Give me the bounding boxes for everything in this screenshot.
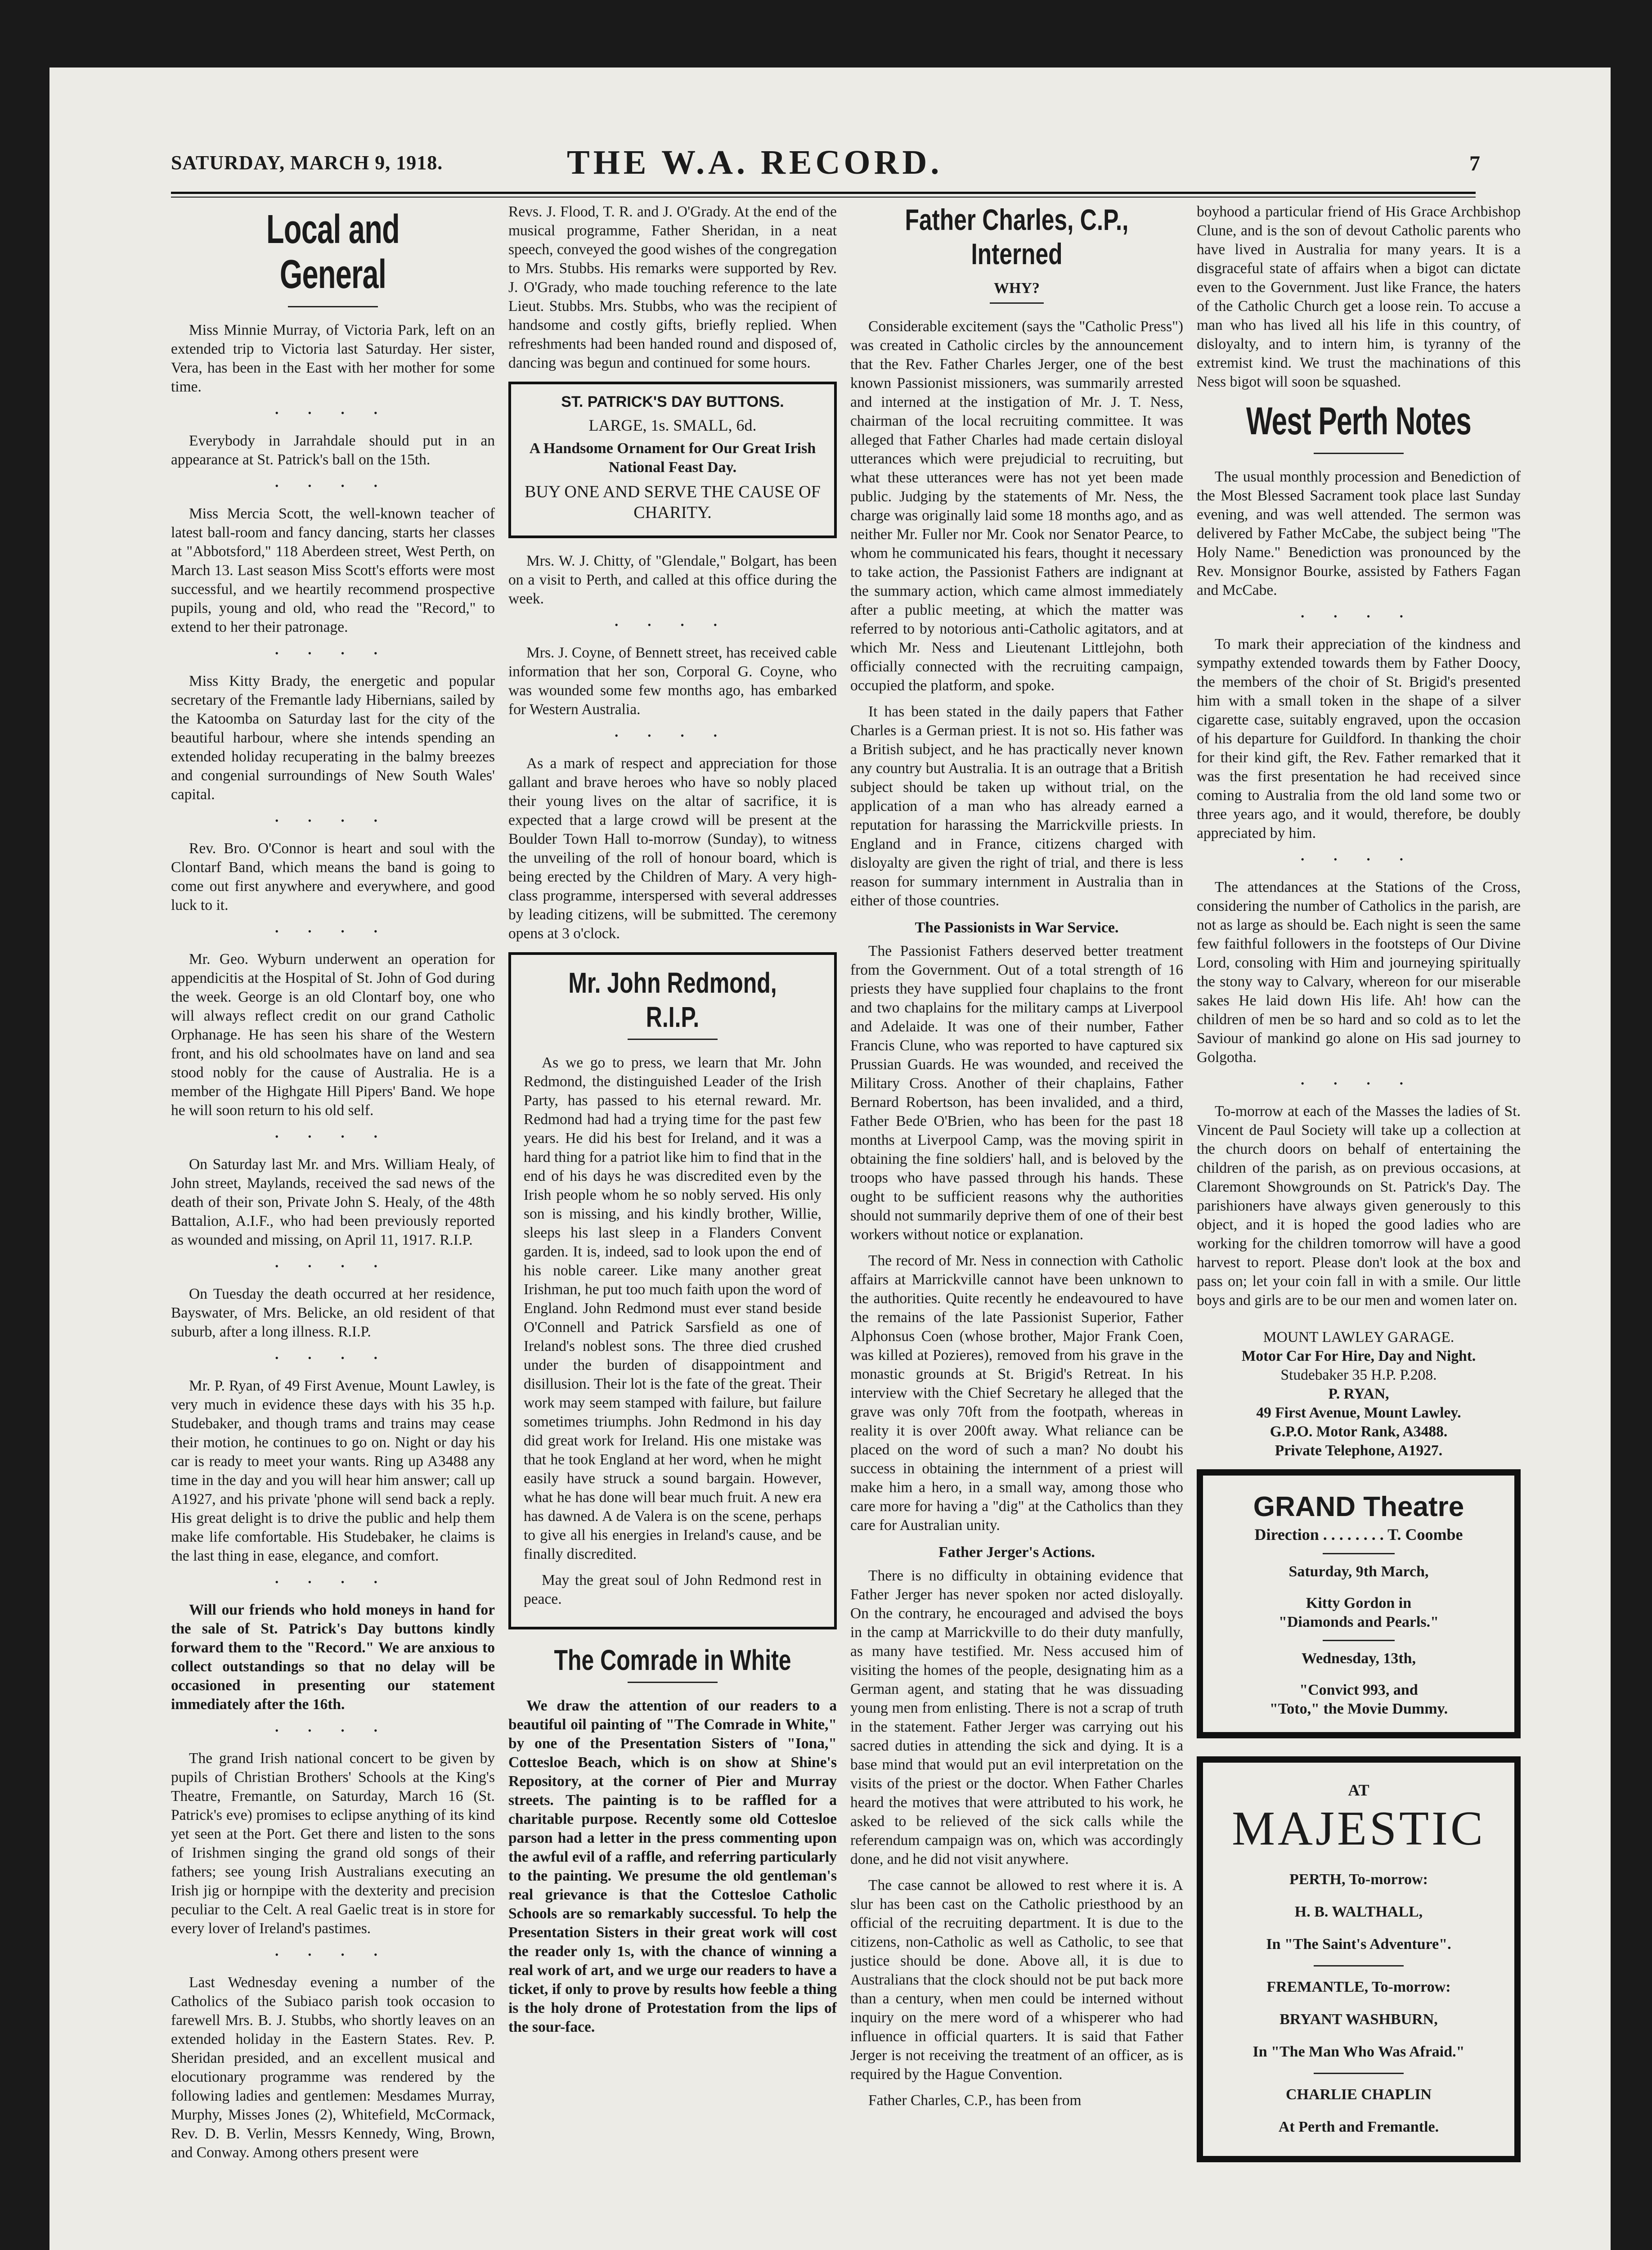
divider (628, 1039, 718, 1040)
advert-line: In "The Man Who Was Afraid." (1252, 2043, 1465, 2060)
paragraph: On Tuesday the death occurred at her residence, Bayswater, of Mrs. Belicke, an old resident of that suburb, after a long illness. R.I.P. (171, 1286, 495, 1340)
paragraph: Rev. Bro. O'Connor is heart and soul with the Clontarf Band, which means the band is going to come out first anywhere and everywhere, and good luck to it. (171, 840, 495, 914)
paragraph: Everybody in Jarrahdale should put in an appearance at St. Patrick's ball on the 15th. (171, 432, 495, 468)
paragraph: The grand Irish national concert to be given by pupils of Christian Brothers' Schools at the King's Theatre, Fremantle, on Saturday, March 16 (St. Patrick's eve) promises to eclipse anything of its kind yet seen at the Port. Get there and listen to the sons of Irishmen singing the grand old songs of their fathers; see young Irish Australians executing an Irish jig or hornpipe with the dexterity and precision peculiar to the Celt. A real Gaelic treat is in store for every lover of Ireland's pastimes. (171, 1750, 495, 1937)
divider (1314, 453, 1404, 454)
paragraph: Mrs. J. Coyne, of Bennett street, has received cable information that her son, Corporal G. Coyne, who was wounded some few months ago, has embarked for Western Australia. (508, 644, 837, 718)
advert-line: Studebaker 35 H.P. P.208. (1280, 1367, 1437, 1383)
paragraph: To mark their appreciation of the kindness and sympathy extended towards them by Father Doocy, the members of the choir of St. Brigid's presented him with a small token in the shape of a silver cigarette case, suitably engraved, upon the occasion of his departure for Guildford. In thanking the choir for their kind gift, the Rev. Father remarked that it was the first presentation he had received since coming to Australia from the old land some two or three years ago, and it would, therefore, be doubly appreciated by him. (1197, 636, 1521, 842)
paragraph: May the great soul of John Redmond rest in peace. (524, 1572, 822, 1607)
separator-dots: • • • • (275, 815, 391, 826)
advert-line: ST. PATRICK'S DAY BUTTONS. (561, 393, 784, 410)
paragraph: The attendances at the Stations of the Cross, considering the number of Catholics in the parish, are not as large as should be. Each night is seen the same few faithful followers in the footsteps of Our Divine Lord, consoling with Him and journeying spiritually the stony way to Calvary, whereon for our miserable sakes He laid down His life. Ah! how can the children of men be so hard and so cold as to let the Saviour of mankind go alone on His sad journey to Golgotha. (1197, 879, 1521, 1066)
majestic-title: MAJESTIC (1231, 1802, 1486, 1855)
advert-line: Wednesday, 13th, (1301, 1650, 1416, 1667)
heading-comrade: The Comrade in White (554, 1644, 791, 1676)
paragraph: There is no difficulty in obtaining evidence that Father Jerger has never spoken nor acted disloyally. On the contrary, he encouraged and advised the boys in the camp at Marrickville to do their duty manfully, as many have testified. Mr. Ness accused him of visiting the homes of the people, designating him as a German agent, and stating that he was dissuading young men from enlisting. There is not a scrap of truth in the statement. Father Jerger was carrying out his sacred duties in attending the sick and dying. It is a base mind that would put an evil interpretation on the visits of the priest or the doctor. When Father Charles heard the motives that were attributed to his work, he asked to be relieved of the sick calls while the referendum campaign was on, which was accordingly done, and he did not visit anywhere. (850, 1567, 1183, 1868)
separator-dots: • • • • (275, 407, 391, 418)
advert-line: PERTH, To-morrow: (1289, 1871, 1428, 1888)
separator-dots: • • • • (275, 1725, 391, 1736)
theatre-title: GRAND Theatre (1253, 1491, 1464, 1522)
paragraph: As we go to press, we learn that Mr. John Redmond, the distinguished Leader of the Irish Party, has passed to his eternal reward. Mr. Redmond had had a trying time for the past few years. He did his best for Ireland, and it was a hard thing for a patriot like him to find that in the end of his days he was discredited even by the Irish people whom he so nobly served. His only son is missing, and his kindly brother, Willie, sleeps his last sleep in a Flanders Convent garden. It is, indeed, sad to look upon the end of his noble career. Like many another great Irishman, he put too much faith upon the word of England. John Redmond must ever stand beside O'Connell and Patrick Sarsfield as one of Ireland's noblest sons. The three died crushed under the burden of disappointment and disillusion. Their lot is the fate of the great. Their work may seem stamped with failure, but failure sometimes triumphs. John Redmond in his day did great work for Ireland. His one mistake was that he took England at her word, when he might easily have struck a sound bargain. However, what he has done will bear much fruit. A new era has dawned. A de Valera is on the scene, perhaps to give all his energies in Ireland's cause, and be finally discredited. (524, 1054, 822, 1562)
paragraph: It has been stated in the daily papers that Father Charles is a German priest. It is not so. His father was a British subject, and he has practically never known any country but Australia. It is an outrage that a British subject should be taken up without trial, on the application of a man who has already earned a reputation for harassing the Marrickville priests. In England and in France, citizens charged with disloyalty are given the right of trial, and there is less reason for summary internment in Australia than in either of those countries. (850, 703, 1183, 909)
paragraph: Father Charles, C.P., has been from (868, 2092, 1082, 2109)
subheading: The Passionists in War Service. (915, 919, 1119, 936)
divider (288, 306, 378, 307)
paragraph-bold: We draw the attention of our readers to a beautiful oil painting of "The Comrade in White," by one of the Presentation Sisters of "Iona," Cottesloe Beach, which is on show at Shine's Repository, at the corner of Pier and Murray streets. The painting is to be raffled for a charitable purpose. Recently some old Cottesloe parson had a letter in the press commenting upon the awful evil of a raffle, and referring particularly to the painting. We presume the old gentleman's real grievance is that the Cottesloe Catholic Schools are so remarkably successful. To help the Presentation Sisters in their great work will cost the reader only 1s, with the chance of winning a real work of art, and we urge our readers to have a ticket, if only to prove by results how feeble a thing is the holy drone of Protestation from the lips of the sour-face. (508, 1697, 837, 2035)
paragraph: Mr. Geo. Wyburn underwent an operation for appendicitis at the Hospital of St. John of God during the week. George is an old Clontarf boy, one who will always reflect credit on our grand Catholic Orphanage. He has seen his share of the Western front, and his old schoolmates have on land and sea stood nobly for the cause of Australia. He is a member of the Highgate Hill Pipers' Band. We hope he will soon return to his old self. (171, 951, 495, 1119)
paragraph: Miss Kitty Brady, the energetic and popular secretary of the Fremantle lady Hibernians, sailed by the Katoomba on Saturday last for the city of the beautiful harbour, where she intends spending an extended holiday recuperating in the balmy breezes and congenial surroundings of New South Wales' capital. (171, 673, 495, 803)
advert-line: AT (1348, 1781, 1369, 1799)
separator-dots: • • • • (275, 480, 391, 491)
advert-line: P. RYAN, (1328, 1386, 1389, 1402)
page-number: 7 (1469, 152, 1480, 176)
paragraph: Mrs. W. J. Chitty, of "Glendale," Bolgart, has been on a visit to Perth, and called at this office during the week. (508, 553, 837, 607)
advert-line: 49 First Avenue, Mount Lawley. (1256, 1404, 1461, 1421)
divider (1323, 1553, 1395, 1554)
divider (1314, 1965, 1404, 1966)
buttons-advert (508, 382, 837, 538)
heading-local-general: Local and General (266, 207, 400, 297)
paragraph: Mr. P. Ryan, of 49 First Avenue, Mount Lawley, is very much in evidence these days with his 35 h.p. Studebaker, and though trams and trains may cease their motion, he continues to go on. Night or day his car is ready to meet your wants. Ring up A3488 any time in the day and you will hear him answer; call up A1927, and his private 'phone will send back a reply. His great delight is to drive the public and help them make life comfortable. His Studebaker, he claims is the last thing in ease, elegance, and comfort. (171, 1377, 495, 1564)
column-four (1197, 202, 1521, 2250)
paragraph: As a mark of respect and appreciation for those gallant and brave heroes who have so nobly placed their young lives on the altar of sacrifice, it is expected that a large crowd will be present at the Boulder Town Hall to-morrow (Sunday), to witness the unveiling of the roll of honour board, which is being erected by the Children of Mary. A very high-class programme, interspersed with several addresses by leading citizens, will be submitted. The ceremony opens at 3 o'clock. (508, 755, 837, 942)
advert-line: BRYANT WASHBURN, (1279, 2011, 1438, 2028)
paragraph: The record of Mr. Ness in connection with Catholic affairs at Marrickville cannot have been unknown to the authorities. Quite recently he endeavoured to have the remains of the late Passionist Superior, Father Alphonsus Coen (whose brother, Major Frank Coen, was killed at Pozieres), removed from his grave in the monastic grounds at St. Brigid's Retreat. In his interview with the Chief Secretary he alleged that the grave was only 70ft from the footpath, whereas in reality it is over 200ft away. What reliance can be placed on the word of such a man? No doubt his success in obtaining the internment of a priest will make him a hero, in a small way, among those who care more for having a "dig" at the Catholics than they care for Australian unity. (850, 1252, 1183, 1534)
masthead-rule (171, 192, 1476, 194)
newspaper-page (49, 68, 1611, 2250)
paragraph: boyhood a particular friend of His Grace Archbishop Clune, and is the son of devout Catholic parents who have lived in Australia for many years. It is a disgraceful state of affairs when a bigot can dictate even to the Government. Just like France, the haters of the Catholic Church get a loose rein. To accuse a man who has lived all his life in this country, of disloyalty, and to intern him, is tyranny of the extremist kind. We trust the machinations of this Ness bigot will soon be squashed. (1197, 203, 1521, 390)
advert-line: FREMANTLE, To-morrow: (1266, 1979, 1451, 1995)
paragraph: Last Wednesday evening a number of the Catholics of the Subiaco parish took occasion to farewell Mrs. B. J. Stubbs, who shortly leaves on an extended holiday in the Eastern States. Rev. P. Sheridan presided, and an excellent musical and elocutionary programme was rendered by the following ladies and gentlemen: Mesdames Murray, Murphy, Misses Jones (2), Whitefield, McCormack, Rev. D. B. Verlin, Messrs Kennedy, Wing, Brown, and Conway. Among others present were (171, 1974, 495, 2161)
advert-line: "Diamonds and Pearls." (1278, 1614, 1439, 1630)
grand-theatre-advert (1197, 1469, 1521, 1738)
paragraph: On Saturday last Mr. and Mrs. William Healy, of John street, Maylands, received the sad news of the death of their son, Private John S. Healy, of the 48th Battalion, A.I.F., who had been previously reported as wounded and missing, on April 11, 1917. R.I.P. (171, 1156, 495, 1248)
column-father-charles (850, 202, 1183, 2250)
separator-dots: • • • • (275, 1260, 391, 1272)
advert-line: CHARLIE CHAPLIN (1286, 2086, 1432, 2103)
paragraph: The case cannot be allowed to rest where it is. A slur has been cast on the Catholic priesthood by an official of the recruiting department. It is due to the citizens, non-Catholic as well as Catholic, to see that justice should be done. Above all, it is due to Australians that the clock should not be put back more than a century, when men could be interned without inquiry on the mere word of a whisperer who had influence in official quarters. It is said that Father Jerger is not receiving the treatment of an officer, as is required by the Hague Convention. (850, 1877, 1183, 2083)
subheading: Father Jerger's Actions. (938, 1544, 1095, 1561)
advert-line: "Toto," the Movie Dummy. (1269, 1701, 1448, 1717)
separator-dots: • • • • (275, 648, 391, 659)
advert-line: G.P.O. Motor Rank, A3488. (1270, 1423, 1448, 1440)
paragraph: The usual monthly procession and Benediction of the Most Blessed Sacrament took place last Sunday evening, and was well attended. The sermon was delivered by Father McCabe, the subject being "The Holy Name." Benediction was pronounced by the Rev. Monsignor Bourke, assisted by Fathers Fagan and McCabe. (1197, 468, 1521, 598)
divider (1314, 2073, 1404, 2074)
divider (1323, 1640, 1395, 1641)
separator-dots: • • • • (615, 619, 731, 630)
separator-dots: • • • • (615, 730, 731, 741)
column-local-general (171, 202, 495, 2250)
separator-dots: • • • • (275, 1352, 391, 1364)
advert-line: "Convict 993, and (1299, 1682, 1418, 1698)
advert-line: At Perth and Fremantle. (1278, 2119, 1439, 2135)
separator-dots: • • • • (1301, 1078, 1417, 1089)
separator-dots: • • • • (275, 1131, 391, 1142)
paragraph: Considerable excitement (says the "Catholic Press") was created in Catholic circles by the announcement that the Rev. Father Charles Jerger, one of the best known Passionist missioners, was summarily arrested and interned at the instigation of Mr. J. T. Ness, chairman of the local recruiting committee. It was alleged that Father Charles had made certain disloyal utterances which were prejudicial to recruiting, but what these utterances were has not yet been made public. Judging by the statements of Mr. Ness, the charge was originally laid some 18 months ago, and as neither Mr. Fuller nor Mr. Cook nor Senator Pearce, to whom he communicated his fears, thought it necessary to take action, the Passionist Fathers are indignant at the summary action, which came almost immediately after a public meeting, at which the matter was referred to by notorious anti-Catholic agitators, and at which Mr. Ness and Lieutenant Littlejohn, both officially connected with the recruiting campaign, occupied the platform, and spoke. (850, 318, 1183, 694)
advert-line: A Handsome Ornament for Our Great Irish National Feast Day. (529, 440, 816, 476)
advert-line: Kitty Gordon in (1306, 1595, 1412, 1611)
issue-date: SATURDAY, MARCH 9, 1918. (171, 152, 443, 174)
heading-father-charles: Father Charles, C.P., Interned (905, 203, 1129, 270)
paragraph: To-morrow at each of the Masses the ladies of St. Vincent de Paul Society will take up a collection at the church doors on behalf of entertaining the children of the parish, as on previous occasions, at Claremont Showgrounds on St. Patrick's Day. The parishioners have always given generously to this object, and it is hoped the good ladies who are working for the children tomorrow will have a good harvest to report. Please don't look at the box and pass on; let your coin fall in with a smile. Our little boys and girls are to be our men and women later on. (1197, 1103, 1521, 1309)
separator-dots: • • • • (1301, 854, 1417, 865)
majestic-advert (1197, 1756, 1521, 2162)
paragraph: Revs. J. Flood, T. R. and J. O'Grady. At the end of the musical programme, Father Sheridan, in a neat speech, conveyed the good wishes of the congregation to Mrs. Stubbs. His remarks were supported by Rev. J. O'Grady, who made touching reference to the late Lieut. Stubbs. Mrs. Stubbs, who was the recipient of handsome and costly gifts, briefly replied. When refreshments had been handed round and disposed of, dancing was begun and continued for some hours. (508, 203, 837, 371)
advert-line: MOUNT LAWLEY GARAGE. (1263, 1329, 1454, 1346)
heading-west-perth: West Perth Notes (1246, 400, 1472, 443)
theatre-direction: Direction . . . . . . . . T. Coombe (1254, 1526, 1463, 1544)
masthead (171, 140, 1480, 189)
paragraph: Miss Minnie Murray, of Victoria Park, left on an extended trip to Victoria last Saturday. Her sister, Vera, has been in the East with her mother for some time. (171, 322, 495, 395)
paragraph: The Passionist Fathers deserved better treatment from the Government. Out of a total strength of 16 priests they have supplied four chaplains to the front and two chaplains for the military camps at Liverpool and Adelaide. It was one of their number, Father Francis Clune, who was reported to have captured six Prussian Guards. He was wounded, and received the Military Cross. Another of their chaplains, Father Bernard Robertson, has been invalided, and a third, Father Bede O'Brien, who has been for the past 18 months at Liverpool Camp, was the moving spirit in obtaining the fine soldiers' hall, and is beloved by the troops who have passed through his hands. These ought to be sufficient reasons why the authorities should not summarily deprive them of one of their best workers without notice or explanation. (850, 943, 1183, 1243)
advert-line: Private Telephone, A1927. (1275, 1442, 1443, 1459)
masthead-rule-thin (171, 197, 1476, 198)
divider (628, 1682, 718, 1683)
garage-advert (1197, 1328, 1521, 1460)
advert-line: Motor Car For Hire, Day and Night. (1241, 1348, 1476, 1364)
advert-line: Saturday, 9th March, (1288, 1563, 1429, 1580)
divider (990, 302, 1044, 304)
separator-dots: • • • • (275, 926, 391, 937)
advert-line: BUY ONE AND SERVE THE CAUSE OF CHARITY. (525, 482, 821, 522)
separator-dots: • • • • (1301, 611, 1417, 622)
advert-line: In "The Saint's Adventure". (1266, 1936, 1451, 1953)
paragraph-bold: Will our friends who hold moneys in hand for the sale of St. Patrick's Day buttons kindly forward them to the "Record." We are anxious to collect outstandings so that no delay will be occasioned in presenting our statement immediately after the 16th. (171, 1602, 495, 1713)
advert-line: LARGE, 1s. SMALL, 6d. (588, 416, 757, 434)
column-two (508, 202, 837, 2250)
advert-line: H. B. WALTHALL, (1294, 1904, 1423, 1920)
separator-dots: • • • • (275, 1949, 391, 1960)
heading-redmond: Mr. John Redmond, R.I.P. (568, 967, 777, 1033)
subheading-why: WHY? (994, 280, 1040, 297)
newspaper-title: THE W.A. RECORD. (567, 144, 943, 181)
separator-dots: • • • • (275, 1576, 391, 1588)
paragraph: Miss Mercia Scott, the well-known teacher of latest ball-room and fancy dancing, starts her classes at "Abbotsford," 118 Aberdeen street, West Perth, on March 13. Last season Miss Scott's efforts were most successful, and we heartily recommend prospective pupils, young and old, who read the "Record," to extend to her their patronage. (171, 505, 495, 635)
redmond-article (508, 952, 837, 1629)
